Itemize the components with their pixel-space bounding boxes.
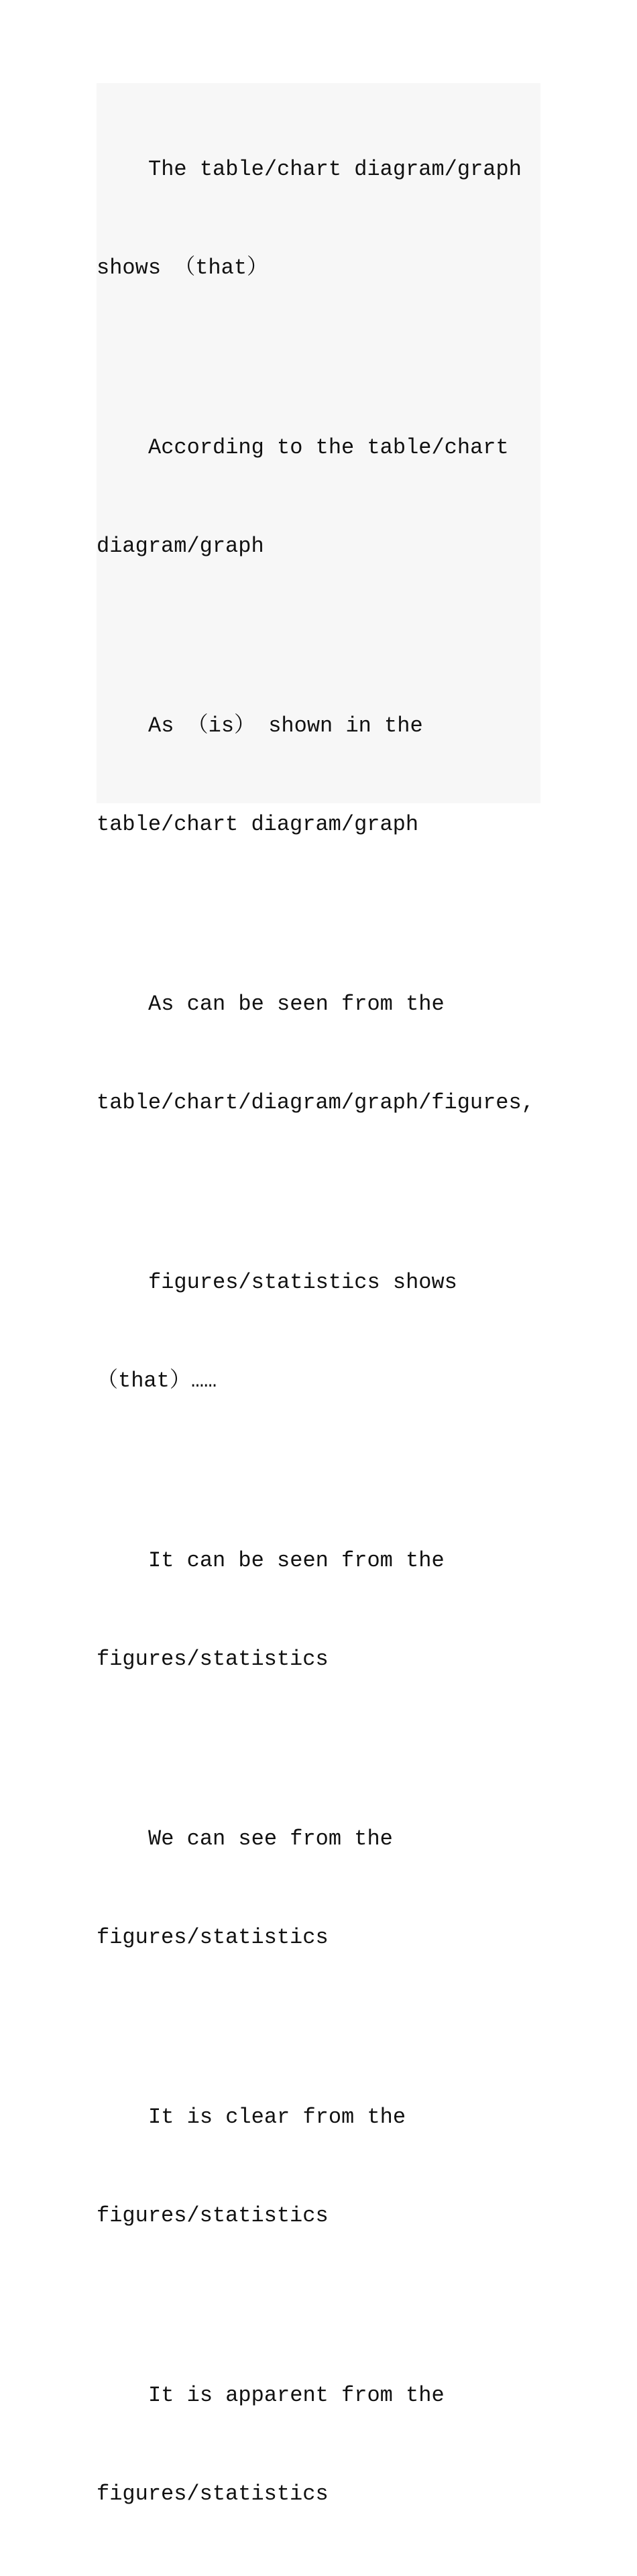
paragraph-9 [97,2313,540,2576]
paragraph-line: figures/statistics [97,1925,329,1950]
paragraph-5 [97,1200,540,1463]
paragraph-4 [97,922,540,1185]
paragraph-line: table/chart diagram/graph [97,812,419,837]
paragraph-line: It is apparent from the [148,2383,445,2408]
paragraph-line: We can see from the [148,1826,393,1851]
paragraph-line: As can be seen from the [148,992,445,1016]
paragraph-2 [97,365,540,628]
paragraph-3 [97,644,540,906]
paragraph-line: figures/statistics [97,2203,329,2228]
paragraph-6 [97,1478,540,1741]
paragraph-line: According to the table/chart [148,435,509,460]
paragraph-1 [97,87,540,350]
paragraph-line: It is clear from the [148,2105,406,2129]
paragraph-line: As （is） shown in the [148,713,423,738]
paragraph-line: figures/statistics [97,1647,329,1672]
paragraph-line: diagram/graph [97,534,264,559]
paragraph-line: （that）…… [97,1368,217,1393]
paragraph-line: shows （that） [97,255,269,280]
paragraph-line: It can be seen from the [148,1548,445,1573]
paragraph-8 [97,2035,540,2298]
paragraph-line: figures/statistics shows [148,1270,457,1295]
paragraph-line: The table/chart diagram/graph [148,157,522,182]
paragraph-line: figures/statistics [97,2481,329,2506]
paragraph-7 [97,1757,540,2019]
paragraph-line: table/chart/diagram/graph/figures, [97,1090,534,1115]
text-block [97,83,540,2506]
